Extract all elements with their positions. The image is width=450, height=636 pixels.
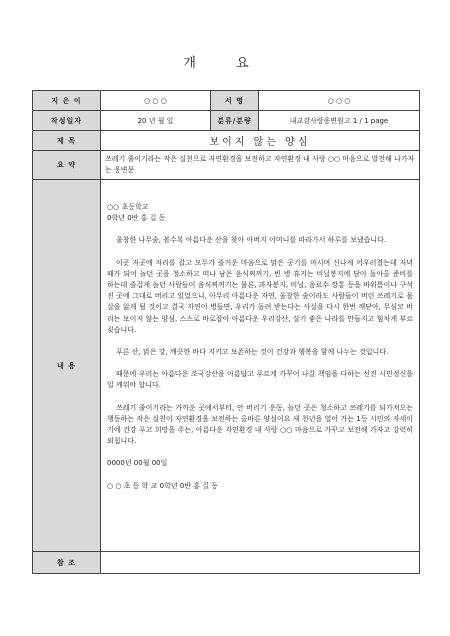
title-label: 제 목 (33, 131, 101, 151)
author-row (33, 91, 420, 111)
role-label: 서 명 (211, 91, 259, 111)
content-label: 내 용 (33, 180, 101, 552)
title-row (33, 131, 420, 151)
summary-label: 요 약 (33, 151, 101, 180)
content-body (101, 180, 420, 552)
content-student: 0학년 0반 홍 길 동 (107, 214, 166, 223)
content-paragraph: 쓰레기 줄이기라는 가까운 곳에서부터, 안 버리기 운동, 놀던 곳은 청소하고 쓰레기를 되가져오는 행동하는 작은 실천이 자연환경을 보전하는 올바른 양심이요 새 천년을 열어 가는 1등 시민의 자세이기에 건강 푸고 희망을 주는, 아름다운 자연환경 내 사랑 ○○ 마음으로 가꾸고 보전해 가자고 강력히 외칩니다. (107, 403, 413, 446)
content-school: ○○ 초등학교 (107, 203, 149, 211)
content-signature: ○ ○ 초 등 학 교 0학년 0반 홍 길 동 (107, 481, 218, 490)
author-value: ○ ○ ○ (101, 91, 211, 111)
reference-value (101, 552, 420, 574)
author-label: 지 은 이 (33, 91, 101, 111)
summary-text: 쓰레기 줄이기라는 작은 실천으로 자연환경을 보전하고 자연환경 내 사랑 ○○ 마음으로 발전해 나가자는 웅변문 (101, 151, 420, 180)
role-value: ○ ○ ○ (259, 91, 420, 111)
reference-label: 참 조 (33, 552, 101, 574)
content-date: 0000년 00월 00일 (107, 459, 168, 468)
content-paragraph: 울창한 나무숲, 볼수록 아름다운 산을 찾아 아버지 어머니를 따라가서 하루를 보냈습니다. (116, 236, 387, 245)
content-paragraph: 푸른 산, 맑은 강, 깨끗한 바다 지키고 보존하는 것이 건강과 행복을 함께 나누는 것입니다. (116, 348, 389, 357)
page-title: 개 요 (183, 56, 267, 71)
summary-row (33, 151, 420, 180)
category-label: 분류/분량 (211, 111, 259, 131)
category-value: 내교감사랑웅변원고 1 / 1 page (259, 111, 420, 131)
date-label: 작성일자 (33, 111, 101, 131)
reference-row (33, 552, 420, 574)
content-paragraph: 이곳 저곳에 자리를 잡고 모두가 즐거운 마음으로 맑은 공기를 마시며 신나게 어우러졌는데 저녁때가 되어 놀던 곳을 청소하고 떠나 남은 음식찌꺼기, 빈 병 휴지는 비닐봉지에 담아 돌아올 준비를 하는데 즐겁게 놀던 사람들이 음식찌꺼기는 물론, 과자봉지, 비닐, 음료수 깡통 등을 바위틈이나 구석진 곳에 그대로 버리고 있었으니, 아무리 아름다운 자연, 울창한 숲이라도 사람들이 버린 쓰레기로 몸살을 앓게 될 것이고 결국 자연이 병들면, 우리가 돌려 받는다는 사실을 다시 한번 깨닫아, 무심코 버리는 보이지 않는 양심, 스스로 바로잡아 아름다운 우리강산, 살기 좋은 나라를 만들지고 힘차게 부르짖습니다. (107, 258, 413, 334)
document-title: 보이지 않는 양심 (101, 131, 420, 151)
content-paragraph: 때문에 우리는 아름다운 조국강산을 아름답고 푸르게 가꾸어 나갈 책임을 다하는 선진 시민정신을 일 깨워야 합니다. (107, 370, 413, 390)
date-row (33, 111, 420, 131)
date-value: 20 년 월 일 (101, 111, 211, 131)
overview-form-table (32, 90, 420, 574)
content-row (33, 180, 420, 552)
